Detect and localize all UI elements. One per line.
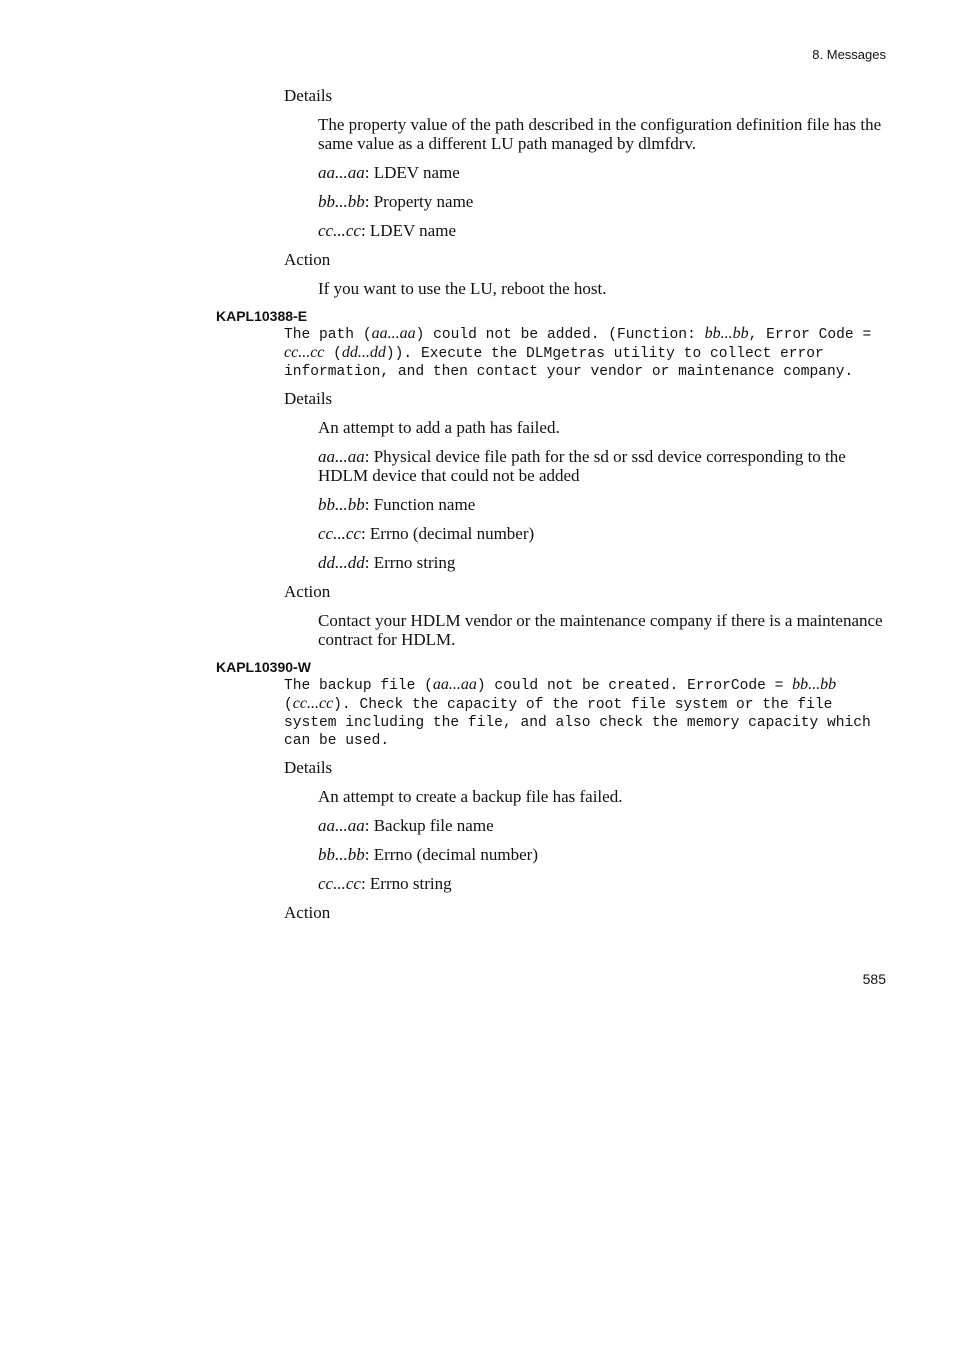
variable-item [318, 816, 883, 835]
variable-item [318, 192, 883, 211]
message-part: ) could not be added. (Function: [415, 327, 705, 343]
variable-item [318, 495, 883, 514]
variable-name: cc...cc [318, 221, 361, 240]
message-variable: cc...cc [284, 344, 325, 361]
variable-desc: : Errno string [364, 553, 456, 572]
variable-name: aa...aa [318, 447, 365, 466]
variable-name: bb...bb [318, 495, 365, 514]
message-variable: dd...dd [341, 344, 386, 361]
variable-item [318, 553, 883, 572]
variable-name: aa...aa [318, 163, 365, 182]
variable-item [318, 845, 883, 864]
message-id: KAPL10390-W [216, 659, 311, 675]
variable-name: bb...bb [318, 845, 365, 864]
variable-item [318, 874, 883, 893]
action-label: Action [284, 250, 331, 269]
action-text: Contact your HDLM vendor or the maintenance company if there is a maintenance contract for HDLM. [318, 611, 883, 649]
details-label: Details [284, 389, 333, 408]
message-part: ). Check the capacity of the root file system or the file system including the file, and also check the memory capacity which can be used. [284, 697, 871, 749]
variable-desc: : Errno string [360, 874, 452, 893]
variable-desc: : Backup file name [364, 816, 494, 835]
details-text: An attempt to create a backup file has failed. [318, 787, 623, 806]
message-variable: bb...bb [704, 325, 749, 342]
message-part: The backup file ( [284, 678, 433, 694]
message-variable: cc...cc [292, 695, 334, 712]
variable-name: dd...dd [318, 553, 365, 572]
variable-item [318, 163, 883, 182]
variable-desc: : LDEV name [364, 163, 460, 182]
variable-name: cc...cc [318, 524, 361, 543]
page-content [0, 86, 954, 932]
message-variable: aa...aa [371, 325, 416, 342]
message-part: ) could not be created. ErrorCode = [476, 678, 793, 694]
message-part: The path ( [284, 327, 372, 343]
action-label: Action [284, 903, 331, 922]
variable-desc: : Errno (decimal number) [364, 845, 538, 864]
action-label: Action [284, 582, 331, 601]
variable-desc: : Property name [364, 192, 474, 211]
chapter-header: 8. Messages [812, 47, 886, 62]
message-text [284, 676, 884, 750]
variable-item [318, 524, 883, 543]
message-variable: bb...bb [792, 676, 837, 693]
message-part: )). Execute the DLMgetras utility to collect error information, and then contact your vendor or maintenance company. [284, 346, 854, 380]
action-text: If you want to use the LU, reboot the host. [318, 279, 607, 298]
details-label: Details [284, 758, 333, 777]
message-variable: aa...aa [432, 676, 477, 693]
details-text: An attempt to add a path has failed. [318, 418, 560, 437]
variable-desc: : LDEV name [360, 221, 456, 240]
variable-name: bb...bb [318, 192, 365, 211]
message-text [284, 325, 884, 381]
message-part: , Error Code = [748, 327, 872, 343]
variable-desc: : Physical device file path for the sd or ssd device corresponding to the HDLM device that could not be added [318, 447, 846, 485]
variable-item [318, 447, 883, 485]
variable-name: aa...aa [318, 816, 365, 835]
details-text: The property value of the path described in the configuration definition file has the same value as a different LU path managed by dlmfdrv. [318, 115, 882, 153]
page-number: 585 [862, 971, 886, 987]
message-id: KAPL10388-E [216, 308, 308, 324]
variable-name: cc...cc [318, 874, 361, 893]
variable-desc: : Errno (decimal number) [360, 524, 535, 543]
variable-item [318, 221, 883, 240]
details-label: Details [284, 86, 333, 105]
message-part: ( [284, 697, 293, 713]
variable-desc: : Function name [364, 495, 476, 514]
message-part: ( [324, 346, 342, 362]
